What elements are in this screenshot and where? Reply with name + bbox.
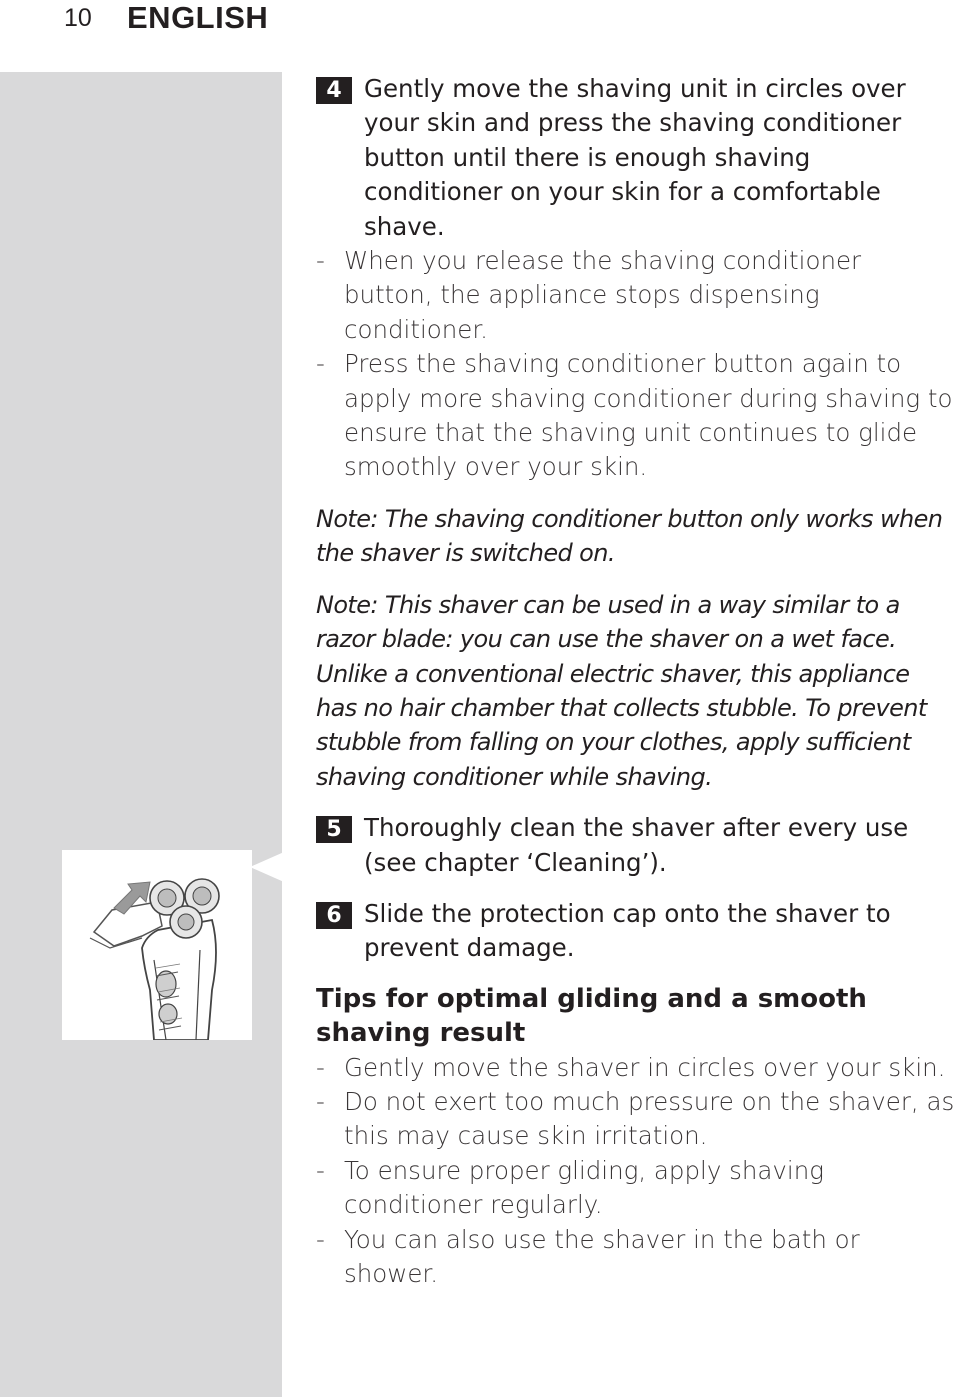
- page-number: 10: [64, 4, 92, 32]
- step-4: [316, 72, 956, 244]
- step4-bullet-1: [316, 244, 956, 347]
- shaver-with-cap-icon: [62, 850, 252, 1040]
- tip-bullet-3: [316, 1154, 956, 1223]
- sidebar-panel: [0, 72, 282, 1397]
- step-6: [316, 897, 956, 966]
- tip-bullet-2: [316, 1085, 956, 1154]
- step-text-6: Slide the protection cap onto the shaver to prevent damage.: [364, 898, 891, 963]
- bullet-dash: -: [316, 1052, 325, 1082]
- pointer-arrow-icon: [250, 852, 284, 882]
- step-text-5: Thoroughly clean the shaver after every use (see chapter ‘Cleaning’).: [364, 813, 909, 877]
- bullet-text: Do not exert too much pressure on the shaver, as this may cause skin irritation.: [344, 1086, 955, 1151]
- bullet-dash: -: [316, 1155, 325, 1185]
- tips-heading: Tips for optimal gliding and a smooth shaving result: [316, 983, 867, 1049]
- tip-bullet-1: [316, 1051, 956, 1085]
- step-number-6: 6: [316, 902, 352, 929]
- tip-bullet-4: [316, 1223, 956, 1292]
- bullet-dash: -: [316, 349, 325, 379]
- step-number-5: 5: [316, 816, 352, 843]
- step-number-4: 4: [316, 77, 352, 104]
- bullet-dash: -: [316, 1224, 325, 1254]
- bullet-text: To ensure proper gliding, apply shaving conditioner regularly.: [344, 1155, 824, 1220]
- bullet-text: Gently move the shaver in circles over your skin.: [344, 1052, 946, 1082]
- bullet-dash: -: [316, 246, 325, 276]
- bullet-text: You can also use the shaver in the bath or shower.: [344, 1224, 860, 1288]
- section-title: ENGLISH: [127, 0, 269, 35]
- step-text-4: Gently move the shaving unit in circles over your skin and press the shaving conditioner button until there is enough shaving conditioner on your skin for a comfortable shave.: [364, 74, 906, 241]
- bullet-text: Press the shaving conditioner button again to apply more shaving conditioner during shaving to ensure that the shaving unit continues to glide smoothly over your skin.: [344, 349, 953, 482]
- step4-bullet-2: [316, 347, 956, 485]
- bullet-dash: -: [316, 1086, 325, 1116]
- bullet-text: When you release the shaving conditioner button, the appliance stops dispensing conditioner.: [344, 246, 862, 344]
- page-header: [0, 0, 960, 40]
- note-1: Note: The shaving conditioner button only works when the shaver is switched on.: [316, 504, 943, 568]
- main-content: [316, 72, 956, 1291]
- step-5: [316, 811, 956, 880]
- note-2: Note: This shaver can be used in a way similar to a razor blade: you can use the shaver on a wet face. Unlike a conventional electric shaver, this appliance has no hair chamber that collects stubble. To prevent stubble from falling on your clothes, apply sufficient shaving conditioner while shaving.: [316, 590, 927, 791]
